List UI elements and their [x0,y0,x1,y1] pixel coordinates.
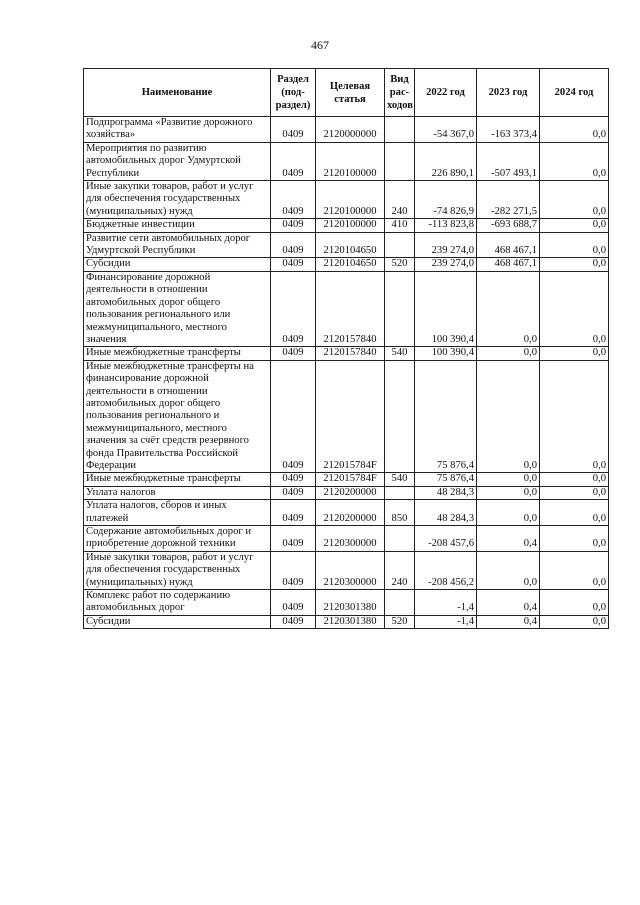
row-2023: 0,4 [477,526,540,552]
table-row [84,219,609,232]
row-2022: 100 390,4 [415,271,477,346]
row-section: 0409 [271,181,316,219]
row-section: 0409 [271,219,316,232]
row-section: 0409 [271,500,316,526]
row-2022: -208 456,2 [415,551,477,589]
row-type: 540 [385,473,415,486]
row-target: 212015784F [316,360,385,473]
row-2022: 48 284,3 [415,486,477,499]
table-header-row [84,69,609,117]
row-2024: 0,0 [540,551,609,589]
row-name: Иные межбюджетные трансферты [84,473,271,486]
row-2023: 0,0 [477,347,540,360]
row-target: 2120200000 [316,486,385,499]
row-target: 2120200000 [316,500,385,526]
table-row [84,551,609,589]
row-2024: 0,0 [540,142,609,180]
row-2022: -208 457,6 [415,526,477,552]
row-type: 240 [385,551,415,589]
table-row [84,615,609,628]
row-name: Бюджетные инвестиции [84,219,271,232]
row-2024: 0,0 [540,258,609,271]
row-2022: 75 876,4 [415,473,477,486]
row-type: 410 [385,219,415,232]
header-2024: 2024 год [540,69,609,117]
row-2023: -507 493,1 [477,142,540,180]
row-section: 0409 [271,347,316,360]
row-target: 2120100000 [316,142,385,180]
row-section: 0409 [271,117,316,143]
row-name: Субсидии [84,615,271,628]
row-2024: 0,0 [540,117,609,143]
row-name: Иные закупки товаров, работ и услуг для обеспечения государственных (муниципальных) нужд [84,181,271,219]
table-row [84,360,609,473]
row-2023: 0,0 [477,486,540,499]
row-type: 850 [385,500,415,526]
header-2023: 2023 год [477,69,540,117]
table-row [84,590,609,616]
row-target: 2120157840 [316,271,385,346]
table-row [84,526,609,552]
row-target: 2120157840 [316,347,385,360]
table-row [84,271,609,346]
header-type: Вид рас-ходов [385,69,415,117]
row-target: 212015784F [316,473,385,486]
row-2024: 0,0 [540,486,609,499]
row-2022: 100 390,4 [415,347,477,360]
row-2024: 0,0 [540,615,609,628]
table-row [84,181,609,219]
row-name: Содержание автомобильных дорог и приобретение дорожной техники [84,526,271,552]
row-type [385,360,415,473]
row-2024: 0,0 [540,271,609,346]
row-2023: 468 467,1 [477,232,540,258]
row-2024: 0,0 [540,347,609,360]
row-target: 2120301380 [316,615,385,628]
table-row [84,232,609,258]
row-2024: 0,0 [540,360,609,473]
header-name: Наименование [84,69,271,117]
row-name: Иные закупки товаров, работ и услуг для обеспечения государственных (муниципальных) нужд [84,551,271,589]
row-name: Подпрограмма «Развитие дорожного хозяйства» [84,117,271,143]
row-section: 0409 [271,551,316,589]
row-target: 2120104650 [316,232,385,258]
row-2023: 0,4 [477,590,540,616]
row-section: 0409 [271,590,316,616]
row-section: 0409 [271,615,316,628]
table-row [84,142,609,180]
row-2022: 226 890,1 [415,142,477,180]
row-type: 520 [385,258,415,271]
header-target: Целевая статья [316,69,385,117]
row-2024: 0,0 [540,590,609,616]
row-section: 0409 [271,142,316,180]
row-target: 2120104650 [316,258,385,271]
row-target: 2120100000 [316,219,385,232]
row-2024: 0,0 [540,500,609,526]
row-name: Иные межбюджетные трансферты на финансирование дорожной деятельности в отношении автомобильных дорог общего пользования регионального и межмуниципального, местного значения за счёт средств резервного фонда Правительства Российской Федерации [84,360,271,473]
row-name: Финансирование дорожной деятельности в отношении автомобильных дорог общего пользования регионального или межмуниципального, местного значения [84,271,271,346]
row-type: 520 [385,615,415,628]
row-type: 540 [385,347,415,360]
row-target: 2120300000 [316,551,385,589]
row-section: 0409 [271,360,316,473]
row-name: Уплата налогов, сборов и иных платежей [84,500,271,526]
row-2023: -163 373,4 [477,117,540,143]
row-2024: 0,0 [540,526,609,552]
row-2023: 0,0 [477,271,540,346]
row-2023: 0,4 [477,615,540,628]
row-2022: -1,4 [415,590,477,616]
row-name: Комплекс работ по содержанию автомобильных дорог [84,590,271,616]
table-row [84,473,609,486]
header-2022: 2022 год [415,69,477,117]
row-2024: 0,0 [540,473,609,486]
row-type [385,117,415,143]
row-name: Субсидии [84,258,271,271]
row-name: Мероприятия по развитию автомобильных дорог Удмуртской Республики [84,142,271,180]
row-target: 2120000000 [316,117,385,143]
header-section: Раздел (под-раздел) [271,69,316,117]
row-section: 0409 [271,258,316,271]
row-2023: 0,0 [477,360,540,473]
row-2023: -693 688,7 [477,219,540,232]
row-name: Иные межбюджетные трансферты [84,347,271,360]
row-name: Уплата налогов [84,486,271,499]
row-section: 0409 [271,473,316,486]
row-section: 0409 [271,271,316,346]
row-type [385,271,415,346]
table-row [84,347,609,360]
table-row [84,117,609,143]
row-name: Развитие сети автомобильных дорог Удмуртской Республики [84,232,271,258]
row-2023: 0,0 [477,500,540,526]
row-2023: 468 467,1 [477,258,540,271]
row-2022: -1,4 [415,615,477,628]
row-2022: -74 826,9 [415,181,477,219]
row-type [385,486,415,499]
row-target: 2120100000 [316,181,385,219]
row-section: 0409 [271,486,316,499]
row-section: 0409 [271,232,316,258]
row-type [385,526,415,552]
row-2023: 0,0 [477,551,540,589]
row-2022: 239 274,0 [415,258,477,271]
table-row [84,500,609,526]
row-2024: 0,0 [540,181,609,219]
row-2022: 48 284,3 [415,500,477,526]
row-2023: -282 271,5 [477,181,540,219]
row-2024: 0,0 [540,219,609,232]
row-2023: 0,0 [477,473,540,486]
row-type [385,142,415,180]
row-type [385,590,415,616]
row-target: 2120300000 [316,526,385,552]
table-row [84,486,609,499]
row-2022: -54 367,0 [415,117,477,143]
row-section: 0409 [271,526,316,552]
budget-table [83,68,609,629]
row-2022: -113 823,8 [415,219,477,232]
row-2022: 239 274,0 [415,232,477,258]
table-body [84,117,609,629]
row-target: 2120301380 [316,590,385,616]
row-2022: 75 876,4 [415,360,477,473]
row-type [385,232,415,258]
row-2024: 0,0 [540,232,609,258]
page-number: 467 [311,38,329,52]
table-row [84,258,609,271]
row-type: 240 [385,181,415,219]
